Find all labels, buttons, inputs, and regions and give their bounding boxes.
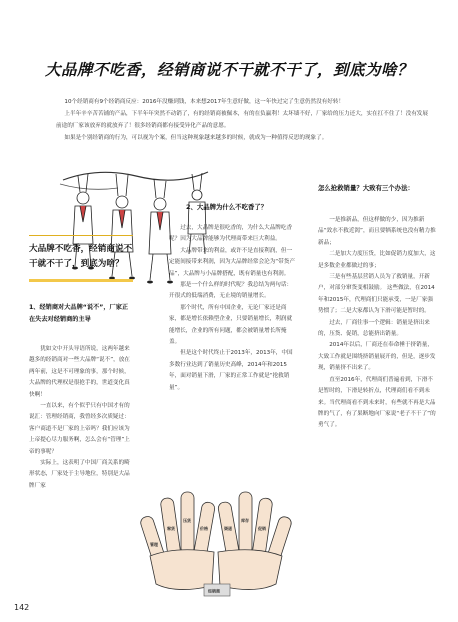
finger-label: 渠道 xyxy=(224,526,232,531)
paragraph: 那个时代，所有中国企业，无论厂家还是商家，都是增长依赖型企业，只要销量增长，利润就能增长，企业的所有问题，都会被销量增长所掩盖。 xyxy=(169,304,293,346)
paragraph: 过去，大品牌是很吃香的，为什么大品牌吃香呢？因为大品牌能够为代理商带来巨大利益。 xyxy=(169,225,293,243)
accent-bar xyxy=(29,279,133,282)
column-right xyxy=(318,215,436,432)
paragraph: 那是一个什么样的时代呢？我总结为两句话：开很式的低端消费，无止境的销量增长。 xyxy=(169,282,293,300)
paragraph: 直至2016年，代理商们普遍看到，下滑不是暂时的，下滑是转折点，代理商们看不到未来。当代理商看不到未来时，有些就不再是大品牌的气了，有了果断地向厂家说“老子不干了”的勇气了。 xyxy=(318,376,436,429)
paragraph: 犹如文中开头导语所说，这两年越来越多的经销商对一些大品牌“说不”，放在两年前，这是不可理象的事，那个时候，大品牌的代理权是很抢手的，世道变化真快啊！ xyxy=(29,346,130,398)
sidebar-headline: 大品牌不吃香，经销商说不干就不干了，到底为啥？ xyxy=(29,244,133,269)
paragraph: 大品牌带来的利益，或许不是直接利润，但一定能间接带来利润，因为大品牌经常会沦为“带货产品”，大品牌与小品牌搭配，既有销量也有利润。 xyxy=(169,247,295,277)
paragraph: 三是有些基层营销人员为了救销量，开新户，对部分窜货变相鼓励。 这些做法，在2014年和2015年，代理商们只能承受，一是厂家强势惯了；二是大家都认为下滑可能是暂时的。 xyxy=(318,274,435,315)
hands-illustration xyxy=(136,486,296,604)
section3-heading: 怎么抢救销量？大致有三个办法： xyxy=(318,184,414,192)
page-number: 142 xyxy=(14,603,30,612)
intro-paragraph: 上半年辛辛苦苦铺的产品，下半年年突然不动销了，有的经销商被佩本，有的在负赢利！太坏墙不好，厂家给的压力还大，实在扛不住了！没有发展前途的厂家该放弃的就放弃了！很多经销商都有接受异化产品的意愿。 xyxy=(56,111,428,129)
section2-heading: 2、大品牌为什么不吃香了？ xyxy=(186,203,268,211)
finger-label: 管理 xyxy=(150,542,158,547)
section1-heading: 1、经销商对大品牌“说不”，厂家正在失去对经销商的主导 xyxy=(29,304,129,323)
finger-label: 促销 xyxy=(258,526,266,531)
finger-label: 窜货 xyxy=(167,526,175,531)
sidebar-headline-box xyxy=(29,235,133,282)
paragraph: 一直以来，有个似乎只有中国才有的说汇：管理经销商，我曾经多次质疑过：客户商道不是厂家的上帝吗？我们应该为上帝提心尽力服务啊，怎么会有“管理”上帝的事呢？ xyxy=(29,403,130,455)
column-middle xyxy=(169,223,295,394)
intro-paragraph: 10个经销商有9个经销商反应：2016年没赚到钱，本来想2017年生意好做，这一年快过完了生意仍然没有好转！ xyxy=(64,99,345,105)
finger-label: 库存 xyxy=(241,518,249,523)
finger-label: 价格 xyxy=(200,526,208,531)
article-intro xyxy=(56,97,432,145)
column-left xyxy=(29,344,132,492)
paragraph: 实际上，这表明了中国厂商关系的畸形状态，厂家处于主导地位，特别是大品牌厂家 xyxy=(29,460,130,489)
article-title: 大品牌不吃香，经销商说不干就不干了，到底为啥？ xyxy=(44,60,413,79)
paragraph: 过去，厂商往事一个逻辑：销量是挤出来的，压货、促销，总能挤出销量。 xyxy=(318,319,430,338)
stamp-label: 经销商 xyxy=(208,588,220,594)
finger-label: 压货 xyxy=(183,518,191,523)
paragraph: 一是推新品，但这样做的少，因为推新品“效水不救近渴”，而且要牺系统也没有精力推新品； xyxy=(318,217,436,246)
paragraph: 但是这个时代终止于2013年，2013年，中国多数行业达到了销量历史高峰，2014年和2015年，面对销量下滑，厂家的正常工作就是“抢救销量”。 xyxy=(169,350,293,391)
paragraph: 2014年以后，厂商还在奉命捶于挤销量，大致工作就是围绕挤销量展开的，但是，逐步发现，销量挤不出来了。 xyxy=(318,342,436,372)
paragraph: 二是加大力度压货，比如促销力度加大，这是多数企业都做过的事； xyxy=(318,251,436,269)
intro-paragraph: 如果是个别经销商的行为，可以视为个案，但当这种现象越来越多的时候，就成为一种值得反思的现象了。 xyxy=(64,134,328,141)
